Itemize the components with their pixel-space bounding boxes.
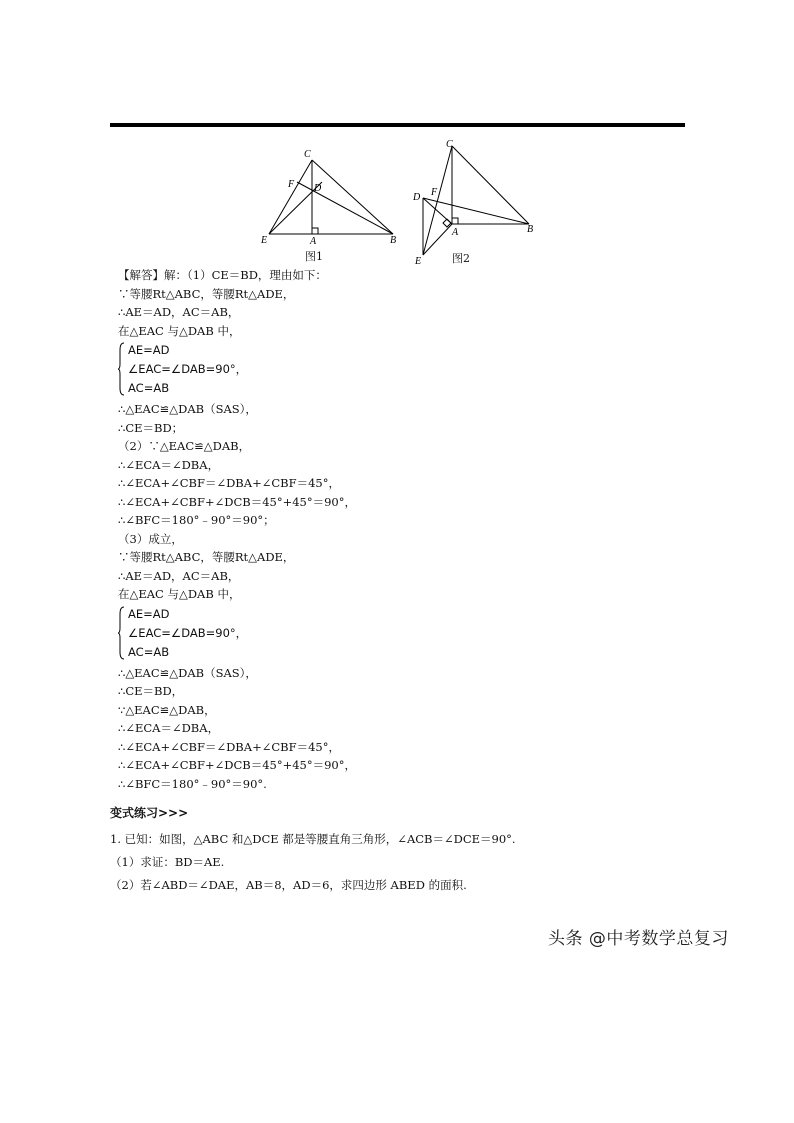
solution-line: ∵△EAC≌△DAB， (118, 702, 216, 717)
system-1-row: ∠EAC=∠DAB=90°， (128, 362, 248, 376)
left-brace-icon (118, 342, 124, 396)
system-1-row: AE=AD (128, 343, 170, 357)
figure-1-diagram (255, 146, 405, 246)
exercise-block (110, 828, 516, 897)
system-2-row: AC=AB (128, 644, 170, 659)
fig1-label-c: C (304, 149, 311, 160)
top-rule (110, 123, 685, 127)
fig2-label-f: F (431, 187, 438, 198)
figure-2-caption: 图2 (452, 252, 470, 265)
figure-1 (255, 146, 405, 264)
solution-line: ∴∠ECA＝∠DBA， (118, 457, 220, 472)
system-2-row: ∠EAC=∠DAB=90°， (128, 625, 248, 640)
fig2-label-d: D (413, 192, 421, 203)
equation-system-2 (118, 605, 678, 663)
solution-line: ∴∠ECA+∠CBF＝∠DBA+∠CBF＝45°， (118, 476, 340, 490)
solution-line: ∵等腰Rt△ABC，等腰Rt△ADE， (118, 550, 295, 564)
exercise-item: 1. 已知：如图，△ABC 和△DCE 都是等腰直角三角形，∠ACB＝∠DCE＝90°. (110, 832, 516, 846)
solution-line: ∴CE＝BD， (118, 684, 184, 698)
solution-line: （2）∵△EAC≌△DAB， (118, 439, 251, 453)
solution-line: ∴CE＝BD； (118, 420, 184, 435)
solution-line: ∴AE＝AD，AC＝AB， (118, 305, 240, 319)
exercise-heading: 变式练习>>> (110, 806, 189, 820)
solution-line: ∴∠ECA+∠CBF+∠DCB＝45°+45°＝90°， (118, 494, 356, 509)
fig1-label-f: F (288, 179, 295, 190)
fig1-label-d: D (314, 183, 322, 194)
figure-2-diagram (410, 136, 540, 266)
solution-line: 【解答】解：（1）CE＝BD，理由如下： (118, 268, 327, 282)
fig1-label-e: E (261, 235, 268, 246)
watermark: 头条 @中考数学总复习 (548, 929, 729, 949)
solution-line: 在△EAC 与△DAB 中， (118, 587, 241, 601)
solution-line: ∴△EAC≌△DAB（SAS）， (118, 402, 257, 416)
exercise-item: （2）若∠ABD＝∠DAE，AB＝8，AD＝6，求四边形 ABED 的面积. (110, 878, 467, 892)
equation-system-1 (118, 341, 678, 399)
fig2-label-e: E (415, 256, 422, 266)
solution-line: ∴∠BFC＝180°﹣90°＝90°； (118, 513, 275, 527)
fig2-label-c: C (446, 139, 453, 150)
solution-line: 在△EAC 与△DAB 中， (118, 323, 241, 338)
figure-2 (410, 136, 540, 268)
solution-line: ∴AE＝AD，AC＝AB， (118, 568, 240, 583)
solution-line: ∴∠ECA＝∠DBA， (118, 721, 220, 735)
solution-line: ∴∠BFC＝180°﹣90°＝90°. (118, 776, 267, 791)
exercise-item: （1）求证：BD＝AE. (110, 855, 225, 869)
solution-line: （3）成立， (118, 531, 183, 546)
solution-block (118, 266, 678, 793)
figure-1-caption: 图1 (305, 250, 323, 263)
fig2-label-b: B (527, 224, 534, 235)
system-1-row: AC=AB (128, 381, 170, 395)
fig1-label-b: B (390, 235, 397, 246)
solution-line: ∴△EAC≌△DAB（SAS）， (118, 665, 257, 680)
solution-line: ∵等腰Rt△ABC，等腰Rt△ADE， (118, 286, 295, 301)
system-2-row: AE=AD (128, 606, 170, 621)
solution-line: ∴∠ECA+∠CBF+∠DCB＝45°+45°＝90°， (118, 758, 356, 772)
left-brace-icon (118, 606, 124, 660)
fig2-label-a: A (452, 227, 459, 238)
fig1-label-a: A (310, 236, 317, 246)
solution-line: ∴∠ECA+∠CBF＝∠DBA+∠CBF＝45°， (118, 739, 340, 754)
